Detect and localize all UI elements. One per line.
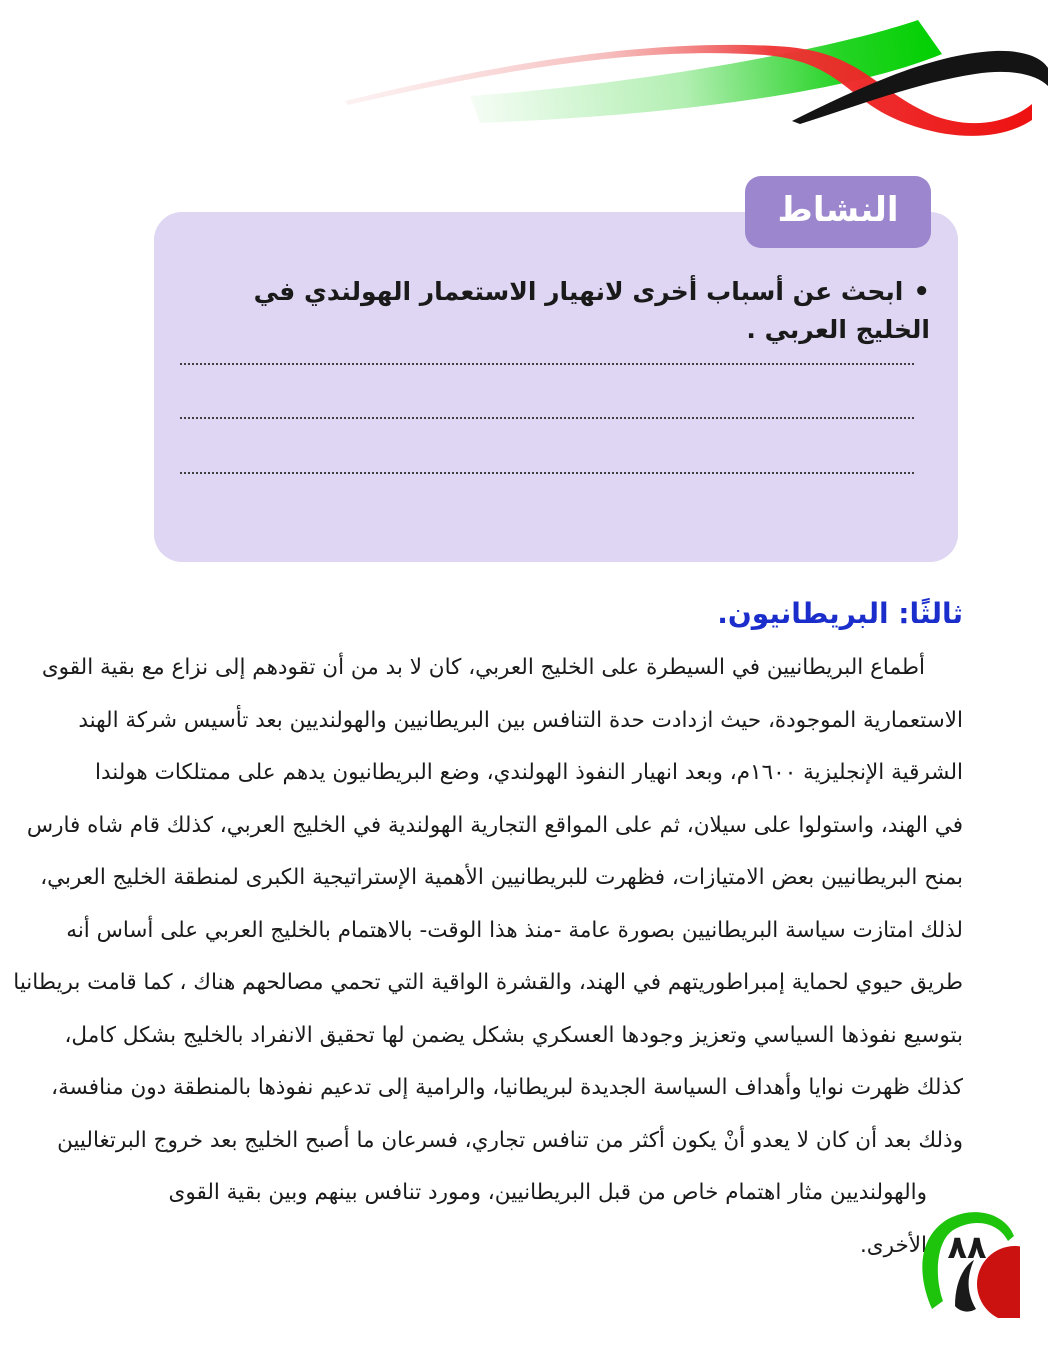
- paragraph-line: أطماع البريطانيين في السيطرة على الخليج العربي، كان لا بد من أن تقودهم إلى نزاع مع بقية القوى: [41, 655, 925, 680]
- paragraph-line: في الهند، واستولوا على سيلان، ثم على المواقع التجارية الهولندية في الخليج العربي، كذلك قام شاه فارس: [26, 812, 963, 838]
- section-heading: ثالثًا: البريطانيون.: [717, 597, 963, 630]
- paragraph-line: الشرقية الإنجليزية ١٦٠٠م، وبعد انهيار النفوذ الهولندي، وضع البريطانيون يدهم على ممتلكات هولندا: [95, 760, 963, 785]
- activity-badge-label: النشاط: [777, 190, 899, 230]
- paragraph-line: كذلك ظهرت نوايا وأهداف السياسة الجديدة لبريطانيا، والرامية إلى تدعيم نفوذها بالمنطقة دون منافسة،: [51, 1075, 963, 1100]
- page-number: ٨٨: [947, 1228, 987, 1266]
- activity-box: [154, 212, 958, 562]
- bullet-icon: •: [913, 277, 930, 307]
- activity-prompt-text: ابحث عن أسباب أخرى لانهيار الاستعمار الهولندي في الخليج العربي .: [253, 277, 930, 344]
- answer-line-3[interactable]: [180, 472, 914, 474]
- green-ribbon: [470, 20, 942, 123]
- answer-line-2[interactable]: [180, 417, 914, 419]
- answer-line-1[interactable]: [180, 363, 914, 365]
- page-number-logo: [915, 1206, 1020, 1318]
- paragraph-line: والهولنديين مثار اهتمام خاص من قبل البريطانيين، ومورد تنافس بينهم وبين بقية القوى الأخرى.: [168, 1180, 927, 1258]
- logo-black-flame: [955, 1260, 976, 1312]
- flag-ribbons-decoration: [0, 0, 1062, 170]
- activity-prompt: [214, 274, 930, 348]
- paragraph-line: وذلك بعد أن كان لا يعدو أنْ يكون أكثر من تنافس تجاري، فسرعان ما أصبح الخليج بعد خروج البرتغاليين: [57, 1127, 963, 1153]
- body-paragraph: [13, 642, 963, 1258]
- activity-badge: [745, 176, 931, 248]
- paragraph-line: لذلك امتازت سياسة البريطانيين بصورة عامة -منذ هذا الوقت- بالاهتمام بالخليج العربي على أساس أنه: [66, 917, 963, 943]
- paragraph-line: بمنح البريطانيين بعض الامتيازات، فظهرت للبريطانيين الأهمية الإستراتيجية الكبرى لمنطقة الخليج العربي،: [40, 865, 963, 890]
- paragraph-line: بتوسيع نفوذها السياسي وتعزيز وجودها العسكري بشكل يضمن لها تحقيق الانفراد بالخليج بشكل كامل،: [64, 1022, 963, 1048]
- paragraph-line: طريق حيوي لحماية إمبراطوريتهم في الهند، والقشرة الواقية التي تحمي مصالحهم هناك ، كما قامت بريطانيا: [13, 970, 963, 995]
- paragraph-line: الاستعمارية الموجودة، حيث ازدادت حدة التنافس بين البريطانيين والهولنديين بعد تأسيس شركة الهند: [78, 707, 963, 733]
